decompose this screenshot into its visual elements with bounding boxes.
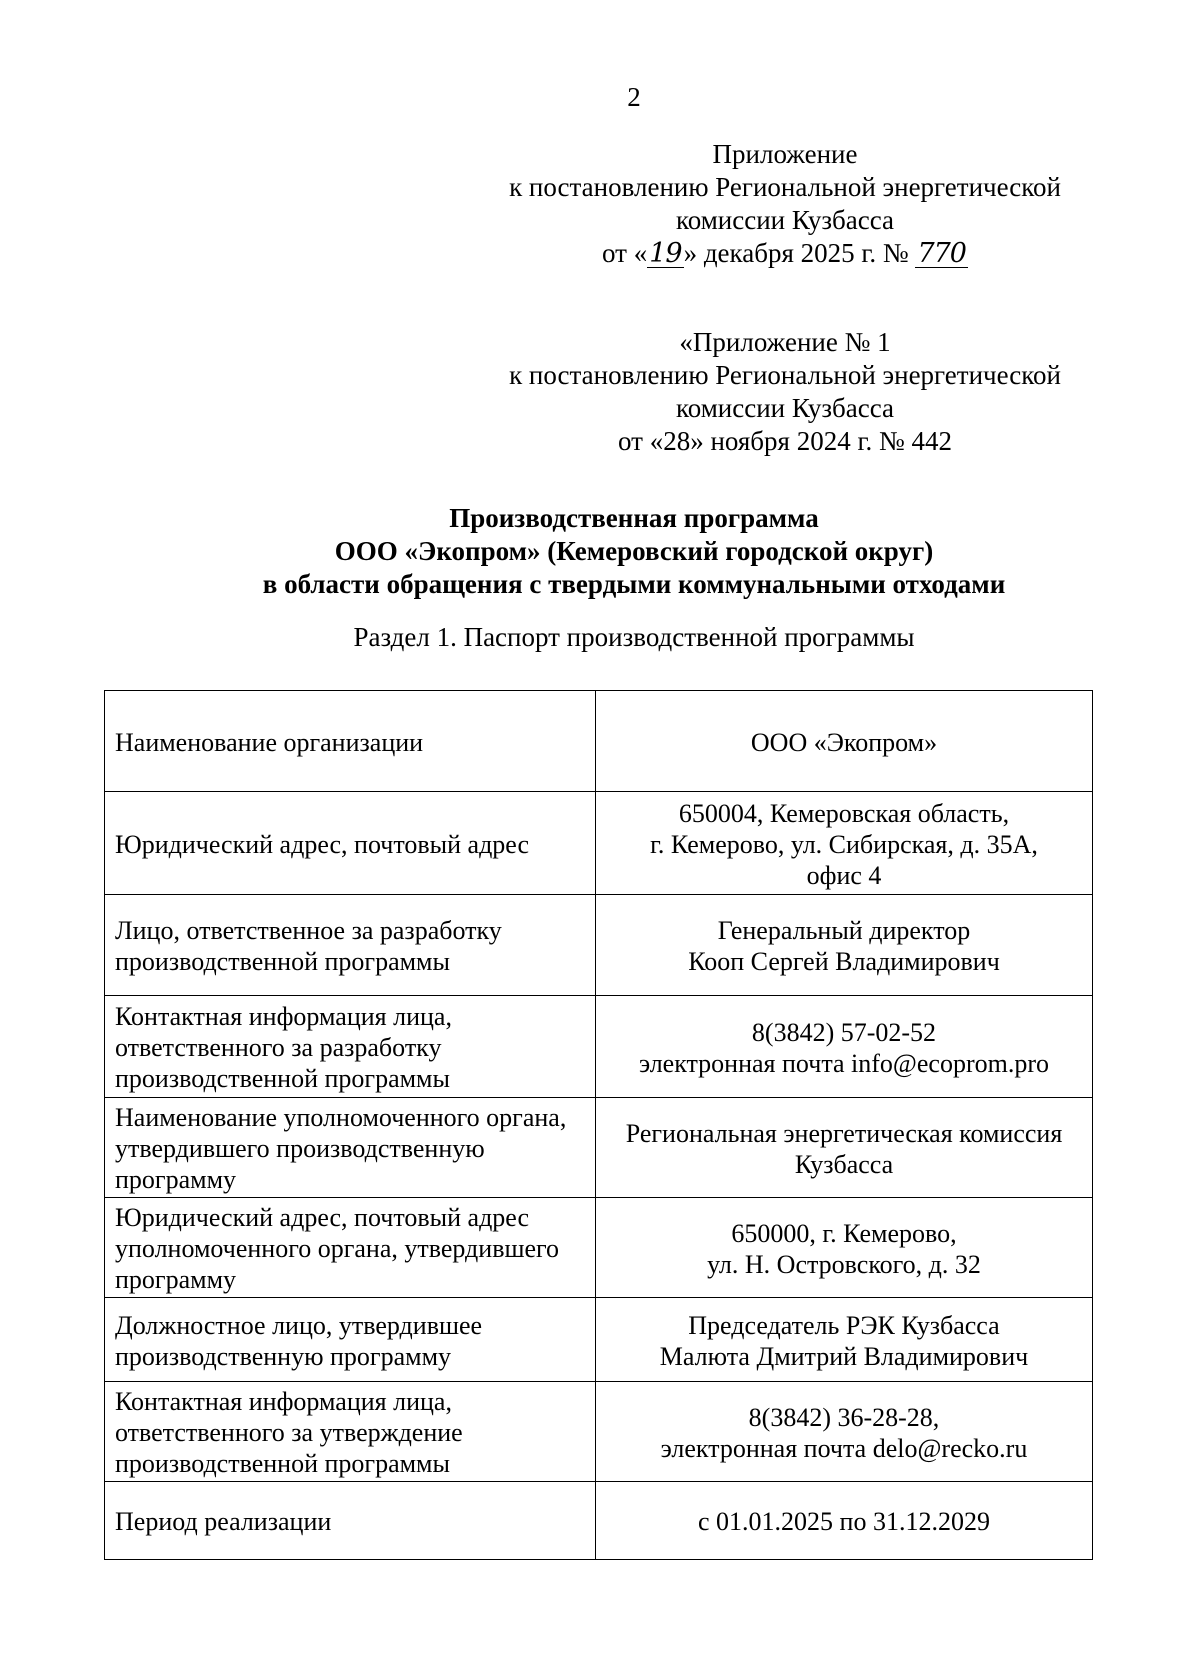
- handwritten-number: 770: [917, 238, 966, 269]
- row-label: Контактная информация лица, ответственного за утверждение производственной программы: [105, 1382, 596, 1482]
- table-row: [105, 792, 1093, 895]
- row-value: [596, 895, 1093, 996]
- value-line: 650004, Кемеровская область,: [678, 798, 1010, 828]
- section-heading: Раздел 1. Паспорт производственной программы: [353, 622, 915, 652]
- row-label: Контактная информация лица, ответственного за разработку производственной программы: [105, 996, 596, 1098]
- row-value: [596, 792, 1093, 895]
- table-row: [105, 1298, 1093, 1382]
- appendix-line: к постановлению Региональной энергетической: [509, 360, 1061, 390]
- value-line: Кузбасса: [794, 1149, 894, 1179]
- table-row: [105, 996, 1093, 1098]
- title-line: Производственная программа: [449, 503, 819, 533]
- appendix-line: комиссии Кузбасса: [675, 393, 895, 423]
- value-line: 8(3842) 57-02-52: [751, 1017, 937, 1047]
- value-line: Малюта Дмитрий Владимирович: [659, 1341, 1029, 1371]
- table-row: [105, 1098, 1093, 1198]
- row-label: Наименование уполномоченного органа, утвердившего производственную программу: [105, 1098, 596, 1198]
- row-value: [596, 1298, 1093, 1382]
- row-label: Лицо, ответственное за разработку производственной программы: [105, 895, 596, 996]
- row-label: Наименование организации: [105, 691, 596, 792]
- appendix-line: от «28» ноября 2024 г. № 442: [618, 426, 952, 456]
- passport-table: [104, 690, 1093, 1560]
- row-value: [596, 1098, 1093, 1198]
- page-number: 2: [627, 82, 641, 112]
- appendix-date-line: [485, 237, 1085, 270]
- value-line: г. Кемерово, ул. Сибирская, д. 35А,: [650, 829, 1038, 859]
- row-label: Должностное лицо, утвердившее производственную программу: [105, 1298, 596, 1382]
- table-row: [105, 1382, 1093, 1482]
- value-line: электронная почта info@ecoprom.pro: [639, 1048, 1049, 1078]
- title-line: в области обращения с твердыми коммунальными отходами: [262, 569, 1006, 599]
- table-row: [105, 1482, 1093, 1560]
- row-value: [596, 1198, 1093, 1298]
- row-label: Период реализации: [105, 1482, 596, 1560]
- handwritten-day: 19: [649, 238, 682, 269]
- value-line: Председатель РЭК Кузбасса: [688, 1310, 1000, 1340]
- title-line: ООО «Экопром» (Кемеровский городской округ): [334, 536, 934, 566]
- row-value: [596, 1482, 1093, 1560]
- table-row: [105, 1198, 1093, 1298]
- row-value: [596, 996, 1093, 1098]
- row-value: [596, 691, 1093, 792]
- value-line: ул. Н. Островского, д. 32: [707, 1249, 981, 1279]
- appendix-line: к постановлению Региональной энергетической: [509, 172, 1061, 202]
- row-value: [596, 1382, 1093, 1482]
- value-line: Региональная энергетическая комиссия: [625, 1118, 1063, 1148]
- appendix-title: «Приложение № 1: [679, 327, 891, 357]
- appendix-header-current: [485, 138, 1085, 270]
- row-label: Юридический адрес, почтовый адрес: [105, 792, 596, 895]
- value-line: офис 4: [806, 860, 882, 890]
- table-row: [105, 691, 1093, 792]
- appendix-line: комиссии Кузбасса: [675, 205, 895, 235]
- value-line: электронная почта delo@recko.ru: [660, 1433, 1028, 1463]
- appendix-header-previous: [485, 326, 1085, 458]
- date-prefix: от «: [602, 238, 648, 268]
- value-line: ООО «Экопром»: [750, 727, 938, 757]
- date-mid: » декабря 2025 г. №: [683, 238, 909, 268]
- row-label: Юридический адрес, почтовый адрес уполномоченного органа, утвердившего программу: [105, 1198, 596, 1298]
- document-title: [0, 502, 1200, 601]
- value-line: 8(3842) 36-28-28,: [748, 1402, 940, 1432]
- value-line: с 01.01.2025 по 31.12.2029: [698, 1507, 990, 1536]
- value-line: 650000, г. Кемерово,: [731, 1218, 957, 1248]
- value-line: Генеральный директор: [717, 916, 971, 945]
- appendix-title: Приложение: [712, 139, 858, 169]
- value-line: Кооп Сергей Владимирович: [688, 947, 1000, 976]
- table-row: [105, 895, 1093, 996]
